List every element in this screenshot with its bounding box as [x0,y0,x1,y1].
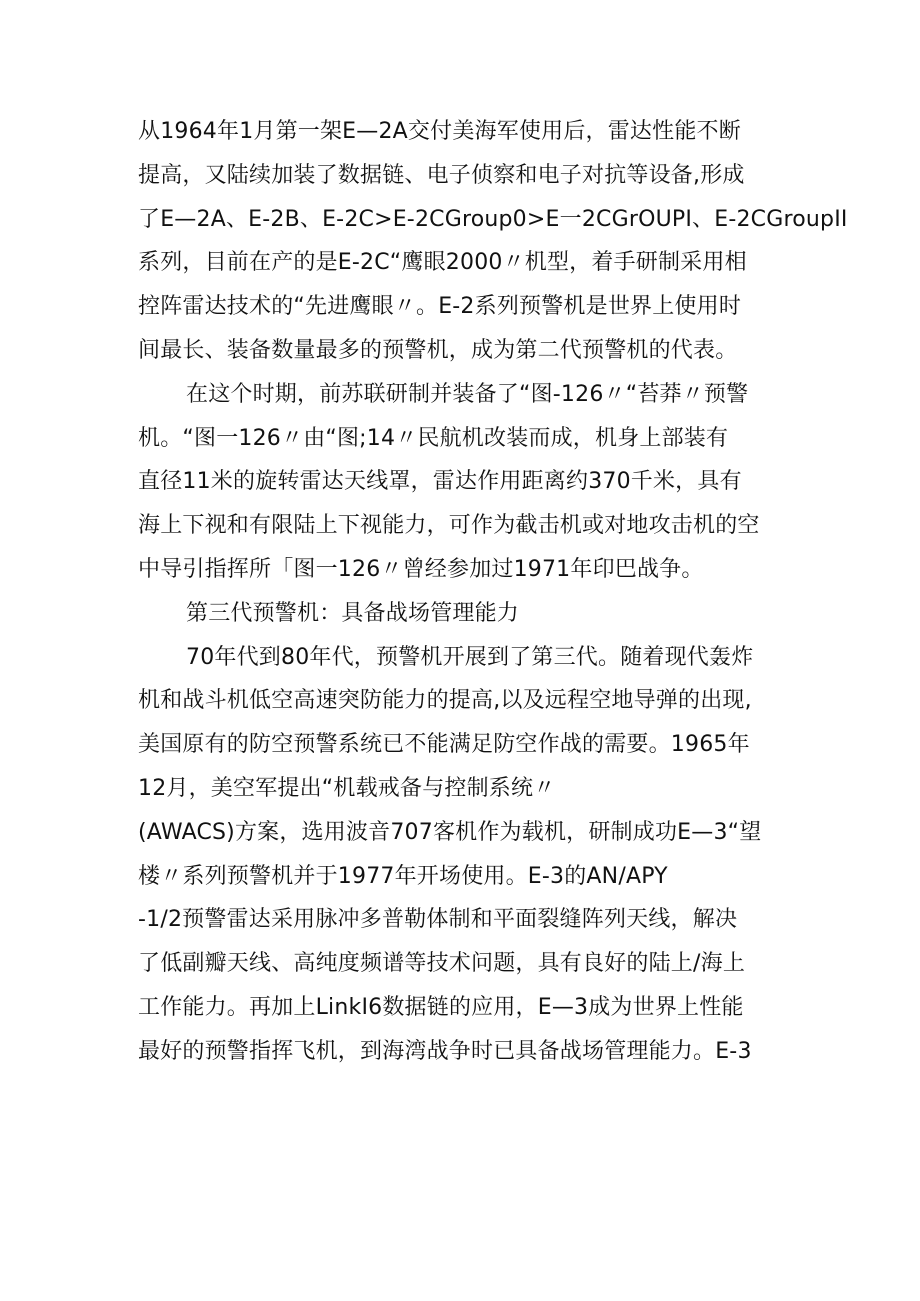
text-line: 最好的预警指挥飞机，到海湾战争时已具备战场管理能力。E-3 [138,1038,752,1064]
text-line: 机。“图一126〃由“图;14〃民航机改装而成，机身上部装有 [138,425,729,451]
text-line: 中导引指挥所「图一126〃曾经参加过1971年印巴战争。 [138,556,704,582]
paragraph-first-line: 在这个时期，前苏联研制并装备了“图-126〃“苔莽〃预警 [186,381,749,407]
text-line: 了E—2A、E-2B、E-2C>E-2CGroup0>E一2CGrOUPI、E-2CGroupII [138,206,848,232]
text-line: 工作能力。再加上LinkI6数据链的应用，E—3成为世界上性能 [138,994,744,1020]
paragraph-first-line: 第三代预警机：具备战场管理能力 [186,600,520,626]
text-line: (AWACS)方案，选用波音707客机作为载机，研制成功E—3“望 [138,819,762,845]
text-line: 海上下视和有限陆上下视能力，可作为截击机或对地攻击机的空 [138,513,760,539]
text-line: 直径11米的旋转雷达天线罩，雷达作用距离约370千米，具有 [138,469,742,495]
text-line: 了低副瓣天线、高纯度频谱等技术问题，具有良好的陆上/海上 [138,951,746,977]
paragraph-first-line: 70年代到80年代，预警机开展到了第三代。随着现代轰炸 [186,644,754,670]
text-line: 间最长、装备数量最多的预警机，成为第二代预警机的代表。 [138,337,738,363]
text-line: 美国原有的防空预警系统已不能满足防空作战的需要。1965年 [138,732,750,758]
document-body [138,110,848,1074]
text-line: 12月，美空军提出“机载戒备与控制系统〃 [138,775,556,801]
text-line: -1/2预警雷达采用脉冲多普勒体制和平面裂缝阵列天线，解决 [138,907,738,933]
text-line: 提高，又陆续加装了数据链、电子侦察和电子对抗等设备,形成 [138,162,745,188]
text-line: 从1964年1月第一架E—2A交付美海军使用后，雷达性能不断 [138,119,741,144]
text-line: 楼〃系列预警机并于1977年开场使用。E-3的AN/APY [138,863,668,889]
text-line: 控阵雷达技术的“先进鹰眼〃。E-2系列预警机是世界上使用时 [138,294,742,320]
text-line: 系列，目前在产的是E-2C“鹰眼2000〃机型，着手研制采用相 [138,250,747,276]
text-line: 机和战斗机低空高速突防能力的提高,以及远程空地导弹的出现, [138,688,752,714]
